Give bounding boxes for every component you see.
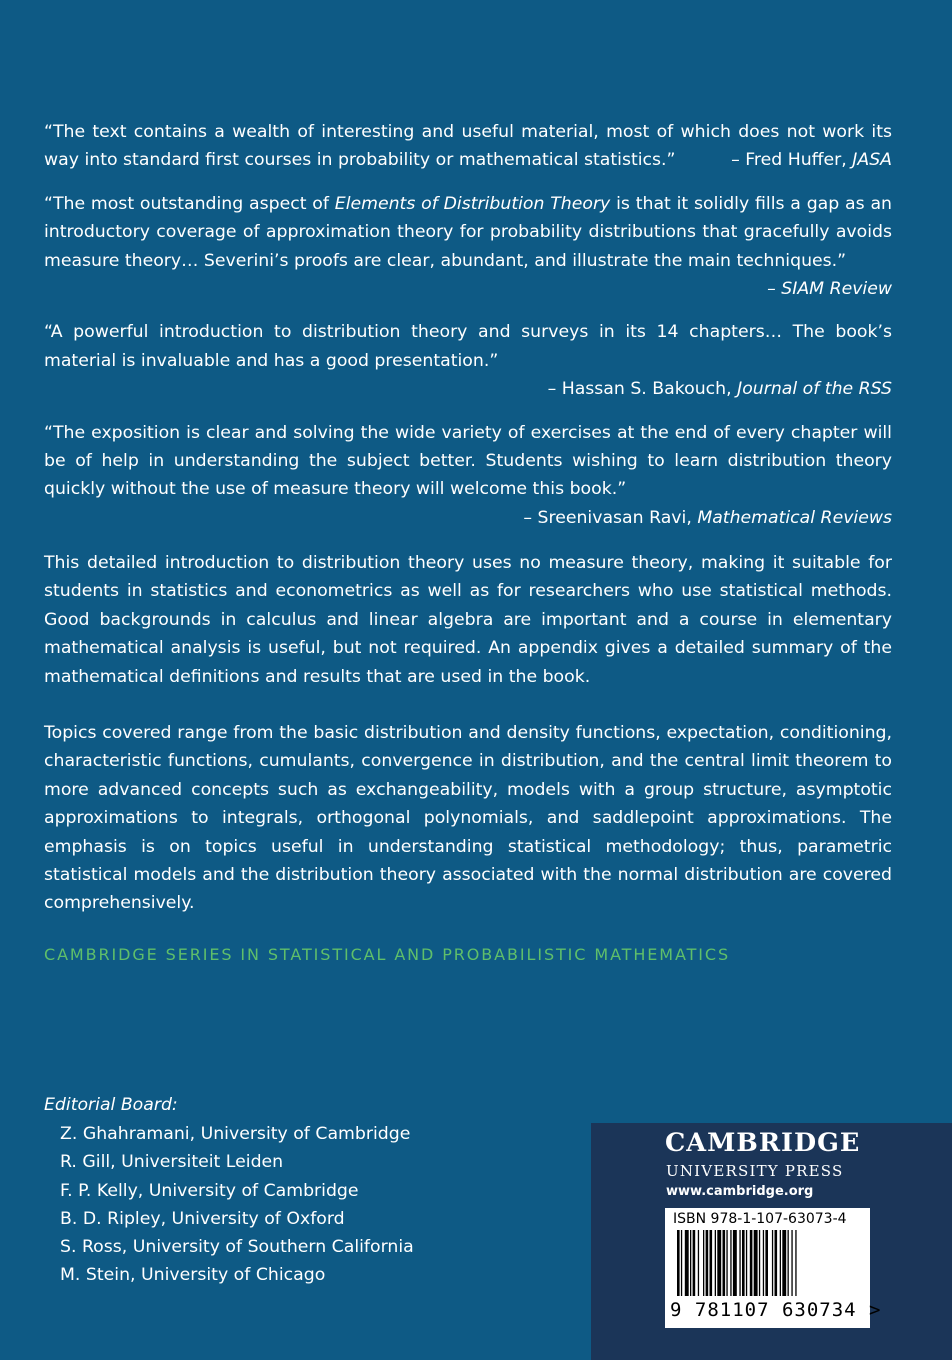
attribution-source: JASA xyxy=(852,150,892,171)
quote-text: “The text contains a wealth of interesting and useful material, most of which does not work its way into standard first courses in probability or mathematical statistics.” xyxy=(44,122,892,171)
board-member: F. P. Kelly, University of Cambridge xyxy=(60,1180,359,1201)
barcode-bar xyxy=(782,1230,786,1296)
description-paragraph: This detailed introduction to distribution theory uses no measure theory, making it suitable for students in statistics and econometrics as well as for researchers who use statistical methods. Good backgrounds in calculus and linear algebra are important and a course in elementary mathematical analysis is useful, but not required. An appendix gives a detailed summary of the mathematical definitions and results that are used in the book. xyxy=(44,553,892,687)
board-member: Z. Ghahramani, University of Cambridge xyxy=(60,1124,411,1144)
barcode-bar xyxy=(759,1230,760,1296)
barcode-bar xyxy=(750,1230,753,1296)
barcode-bar xyxy=(730,1230,731,1296)
review-quotes xyxy=(44,118,892,547)
barcode-bar xyxy=(746,1230,747,1296)
isbn-barcode xyxy=(665,1208,882,1328)
barcode-bar xyxy=(765,1230,768,1296)
barcode-bar xyxy=(703,1230,704,1296)
review-quote xyxy=(44,419,892,533)
barcode-bar xyxy=(693,1230,696,1296)
barcode-bar xyxy=(763,1230,764,1296)
barcode-bar xyxy=(772,1230,773,1296)
barcode-bar xyxy=(739,1230,740,1296)
topics-paragraph: Topics covered range from the basic distribution and density functions, expectation, conditioning, characteristic functions, cumulants, convergence in distribution, and the central limit theorem to more advanced concepts such as exchangeability, models with a group structure, asymptotic approximations to integrals, orthogonal polynomials, and saddlepoint approximations. The emphasis is on topics useful in understanding statistical methodology; thus, parametric statistical models and the distribution theory associated with the normal distribution are covered comprehensively. xyxy=(44,723,892,914)
quote-body xyxy=(44,419,892,504)
quote-body xyxy=(44,118,892,175)
barcode-bar xyxy=(733,1230,737,1296)
barcode-bar xyxy=(690,1230,691,1296)
quote-attribution xyxy=(44,504,892,532)
review-quote xyxy=(44,190,892,304)
quote-text: is that it solidly fills a gap as an introductory coverage of approximation theory for probability distributions that gracefully avoids measure theory… Severini’s proofs are clear, abundant, and illustrate the main techniques.” xyxy=(44,193,892,271)
quote-text: “A powerful introduction to distribution theory and surveys in its 14 chapters… The book’s material is invaluable and has a good presentation.” xyxy=(44,322,892,371)
quote-attribution xyxy=(731,146,892,174)
quote-book-title: Elements of Distribution Theory xyxy=(334,193,611,214)
barcode-bar xyxy=(715,1230,716,1296)
attribution-source: Journal of the RSS xyxy=(737,379,892,400)
barcode-bar xyxy=(788,1230,789,1296)
series-title: CAMBRIDGE SERIES IN STATISTICAL AND PROBABILISTIC MATHEMATICS xyxy=(44,945,731,964)
publisher-logo: CAMBRIDGE xyxy=(665,1128,861,1158)
barcode-bar xyxy=(780,1230,781,1296)
barcode-bar xyxy=(681,1230,682,1296)
barcode-bar xyxy=(706,1230,709,1296)
barcode-bar xyxy=(698,1230,699,1296)
quote-text: “The most outstanding aspect of xyxy=(44,193,335,214)
barcode-icon xyxy=(675,1230,860,1298)
barcode-bar xyxy=(791,1230,792,1296)
board-member: B. D. Ripley, University of Oxford xyxy=(60,1208,345,1229)
editorial-board-label: Editorial Board: xyxy=(44,1095,178,1115)
attribution-author: – Fred Huffer, xyxy=(731,150,853,171)
quote-body xyxy=(44,318,892,375)
publisher-url: www.cambridge.org xyxy=(666,1184,814,1199)
attribution-author: – Hassan S. Bakouch, xyxy=(547,379,738,400)
attribution-source: Mathematical Reviews xyxy=(697,507,892,528)
quote-attribution xyxy=(44,275,892,303)
barcode-bar xyxy=(742,1230,745,1296)
board-member: R. Gill, Universiteit Leiden xyxy=(60,1152,284,1173)
attribution-source: – SIAM Review xyxy=(767,279,892,300)
barcode-bar xyxy=(677,1230,680,1296)
barcode-bar xyxy=(775,1230,778,1296)
quote-text: “The exposition is clear and solving the wide variety of exercises at the end of every chapter will be of help in understanding the subject better. Students wishing to learn distribution theory quickly without the use of measure theory will welcome this book.” xyxy=(44,422,892,500)
barcode-bar xyxy=(717,1230,721,1296)
editorial-board-list xyxy=(60,1120,414,1290)
board-member: M. Stein, University of Chicago xyxy=(60,1265,326,1286)
isbn-label: ISBN 978-1-107-63073-4 xyxy=(673,1211,847,1227)
barcode-bar xyxy=(726,1230,727,1296)
quote-body xyxy=(44,190,892,275)
barcode-bar xyxy=(754,1230,758,1296)
review-quote xyxy=(44,118,892,175)
review-quote xyxy=(44,318,892,403)
attribution-author: – Sreenivasan Ravi, xyxy=(523,507,698,528)
barcode-bar xyxy=(795,1230,796,1296)
quote-attribution xyxy=(44,375,892,403)
board-member: S. Ross, University of Southern California xyxy=(60,1237,414,1258)
barcode-digits: 9 781107 630734 > xyxy=(670,1299,882,1321)
barcode-bar xyxy=(685,1230,689,1296)
barcode-bar xyxy=(723,1230,726,1296)
publisher-subname: UNIVERSITY PRESS xyxy=(666,1162,844,1180)
barcode-bar xyxy=(710,1230,713,1296)
